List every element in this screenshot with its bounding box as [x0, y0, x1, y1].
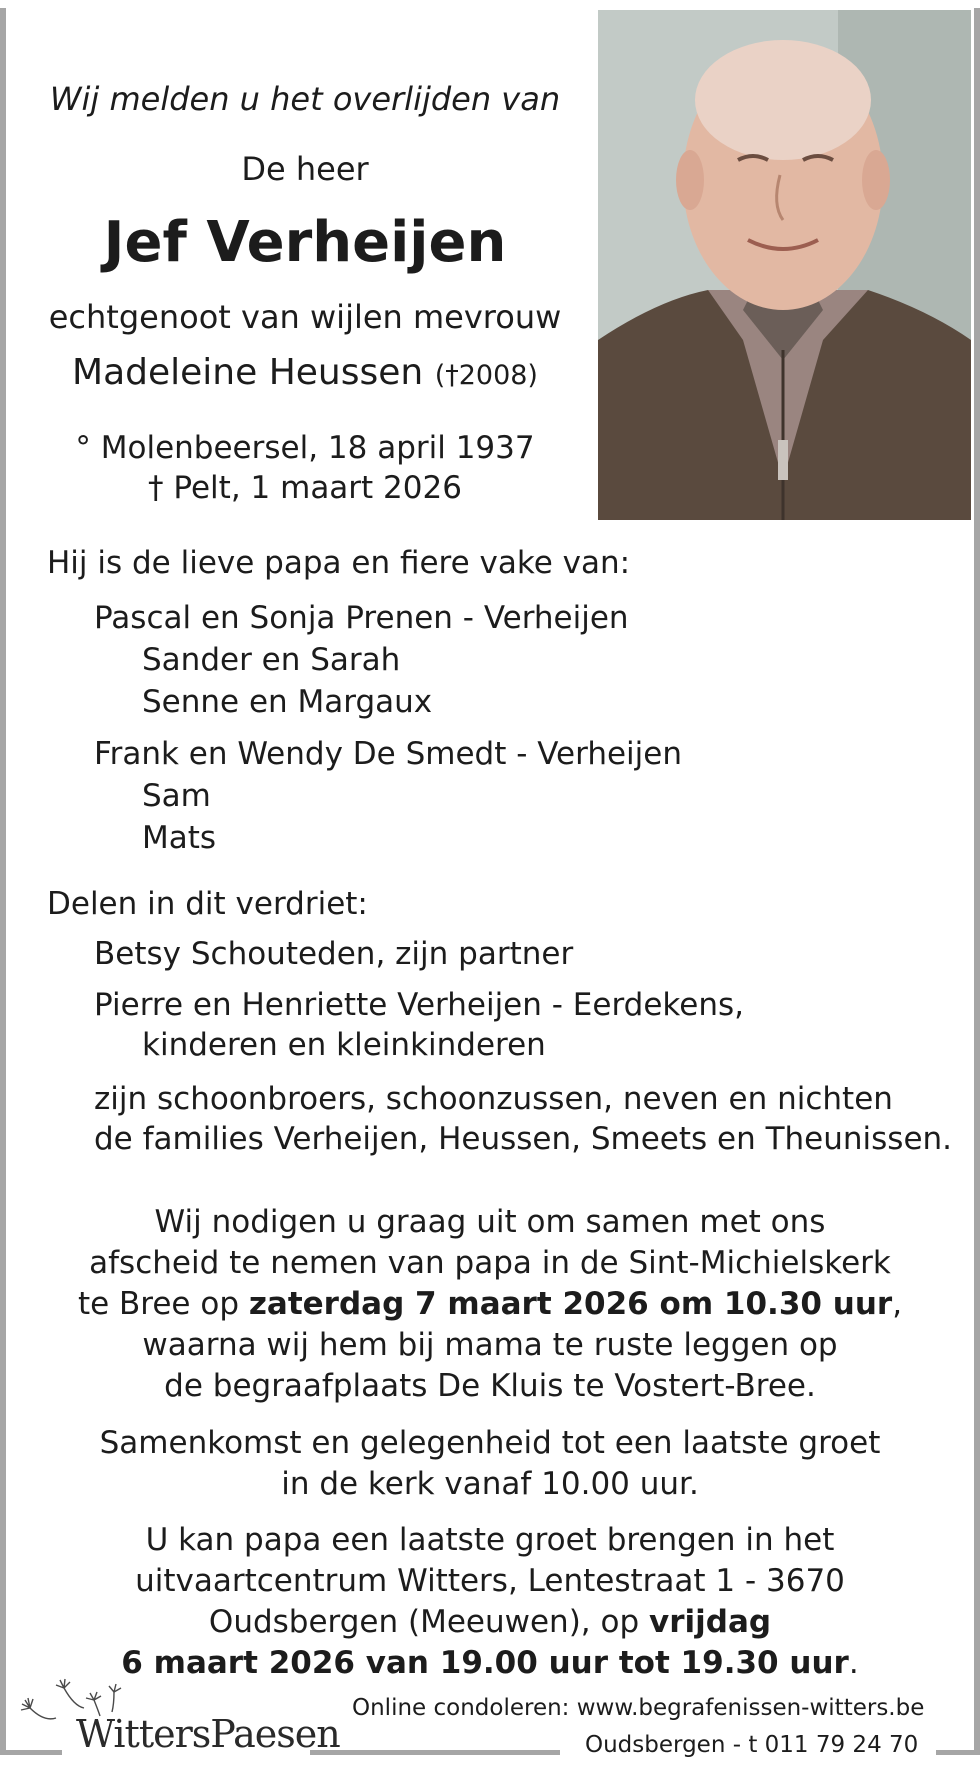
ceremony-text: te Bree op	[77, 1286, 249, 1322]
sibling-line-2: kinderen en kleinkinderen	[142, 1027, 546, 1063]
visitation-date-line	[0, 1604, 980, 1640]
ceremony-punct: ,	[892, 1286, 903, 1322]
intro-line: Wij melden u het overlijden van	[49, 80, 561, 118]
deceased-name: Jef Verheijen	[103, 210, 507, 275]
frame-bottom-right	[936, 1750, 980, 1755]
ceremony-line: de begraafplaats De Kluis te Vostert-Bree.	[164, 1368, 816, 1404]
visitation-text: Oudsbergen (Meeuwen), op	[208, 1604, 650, 1640]
grief-heading: Delen in dit verdriet:	[47, 886, 368, 922]
contact-line: Oudsbergen - t 011 79 24 70	[585, 1732, 919, 1758]
grandchildren: Sander en Sarah	[142, 642, 401, 678]
frame-bottom-mid	[310, 1750, 560, 1755]
family-parents: Pascal en Sonja Prenen - Verheijen	[94, 600, 629, 636]
ceremony-line: Wij nodigen u graag uit om samen met ons	[154, 1204, 826, 1240]
death-line: † Pelt, 1 maart 2026	[148, 470, 462, 506]
ceremony-date: zaterdag 7 maart 2026 om 10.30 uur	[248, 1286, 893, 1322]
sibling-line: Pierre en Henriette Verheijen - Eerdekens,	[94, 987, 744, 1023]
grandchildren: Senne en Margaux	[142, 684, 433, 720]
ceremony-line: waarna wij hem bij mama te ruste leggen op	[142, 1327, 838, 1363]
grandchildren: Sam	[142, 778, 211, 814]
children-heading: Hij is de lieve papa en fiere vake van:	[47, 545, 631, 581]
gathering-line: in de kerk vanaf 10.00 uur.	[281, 1466, 699, 1502]
relatives-line: zijn schoonbroers, schoonzussen, neven en nichten	[94, 1081, 893, 1117]
spouse-name-line	[0, 352, 610, 393]
spouse-name: Madeleine Heussen	[72, 352, 424, 393]
relatives-line-2: de families Verheijen, Heussen, Smeets en Theunissen.	[94, 1121, 953, 1157]
condolence-link[interactable]: Online condoleren: www.begrafenissen-witters.be	[352, 1695, 925, 1721]
ceremony-line: afscheid te nemen van papa in de Sint-Michielskerk	[89, 1245, 891, 1281]
family-parents: Frank en Wendy De Smedt - Verheijen	[94, 736, 682, 772]
birth-line: ° Molenbeersel, 18 april 1937	[75, 430, 535, 466]
visitation-line: uitvaartcentrum Witters, Lentestraat 1 - 3670	[135, 1563, 845, 1599]
grandchildren: Mats	[142, 820, 217, 856]
spouse-intro: echtgenoot van wijlen mevrouw	[48, 298, 562, 336]
visitation-day: vrijdag	[649, 1604, 772, 1640]
partner-line: Betsy Schouteden, zijn partner	[94, 936, 574, 972]
honorific: De heer	[241, 150, 369, 188]
visitation-time: 6 maart 2026 van 19.00 uur tot 19.30 uur	[121, 1645, 849, 1681]
funeral-home-logo: WittersPaesen	[76, 1712, 340, 1756]
visitation-line: U kan papa een laatste groet brengen in het	[145, 1522, 835, 1558]
visitation-punct: .	[848, 1645, 859, 1681]
gathering-line: Samenkomst en gelegenheid tot een laatste groet	[99, 1425, 881, 1461]
spouse-death-year: (†2008)	[434, 360, 538, 391]
portrait-photo	[598, 10, 971, 520]
ceremony-date-line	[0, 1286, 980, 1322]
